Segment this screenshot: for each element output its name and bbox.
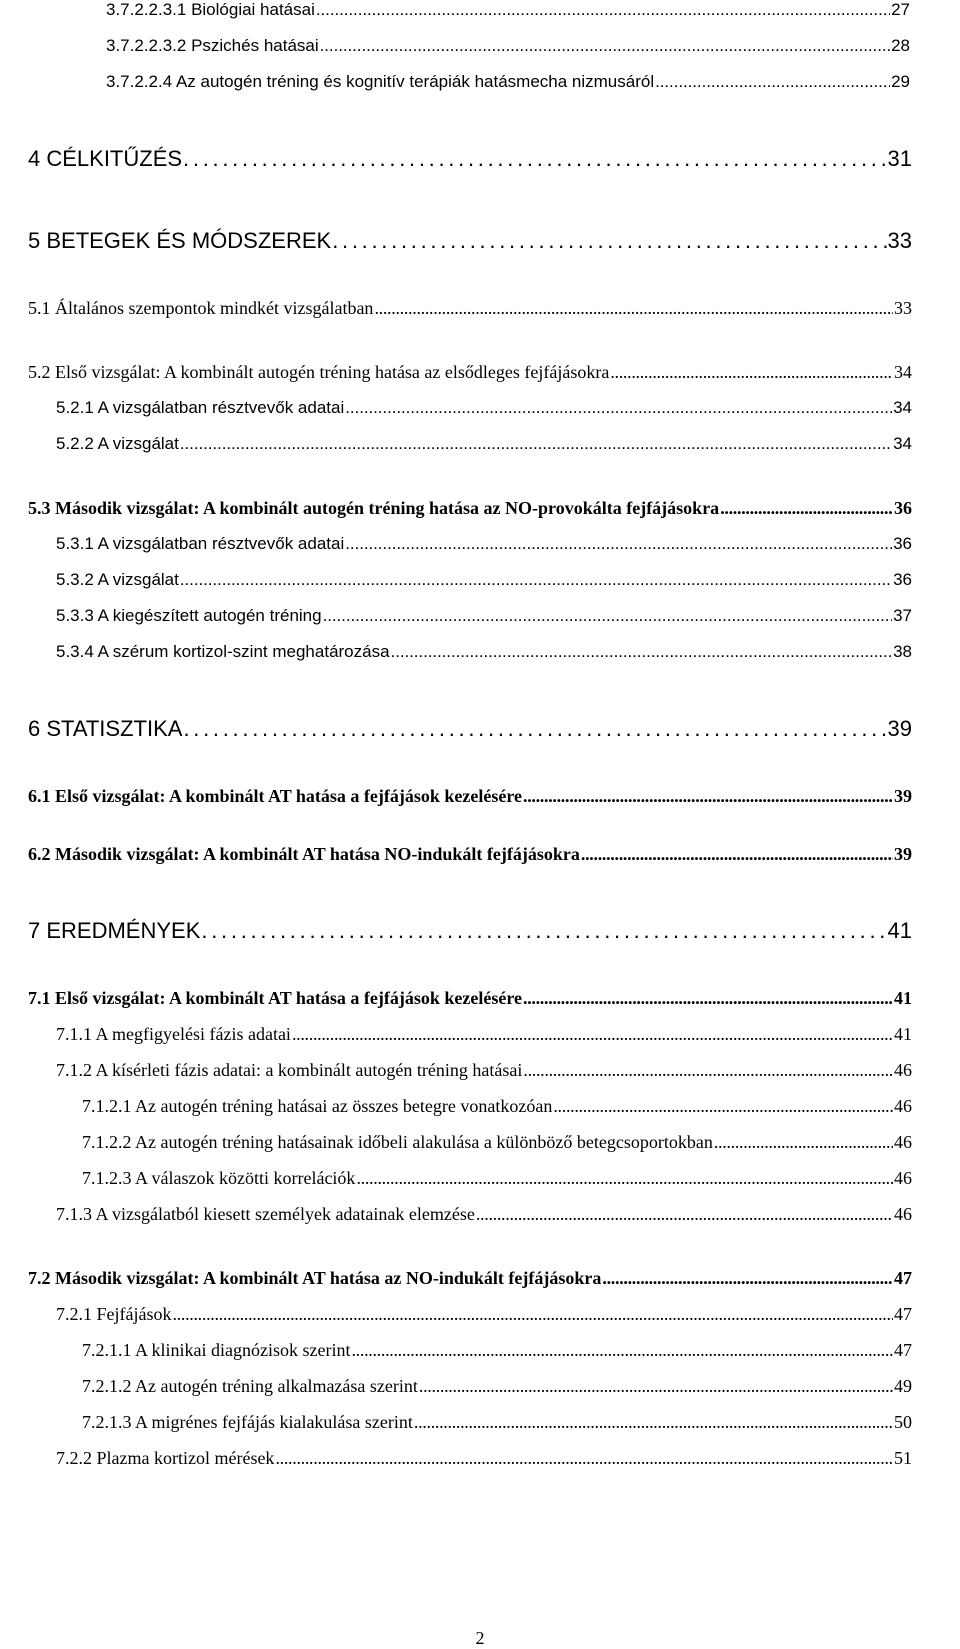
toc-leader	[180, 434, 892, 454]
toc-entry-title: 5 BETEGEK ÉS MÓDSZEREK	[28, 228, 332, 253]
toc-entry[interactable]	[28, 988, 912, 1009]
toc-entry-page: 47	[894, 1340, 912, 1360]
toc-entry[interactable]	[28, 1268, 912, 1289]
toc-leader	[201, 918, 886, 944]
toc-entry-title: 6.2 Második vizsgálat: A kombinált AT hatása NO-indukált fejfájásokra	[28, 844, 580, 864]
toc-entry-page: 46	[894, 1060, 912, 1080]
toc-leader	[356, 1168, 893, 1189]
toc-entry[interactable]	[56, 642, 912, 662]
toc-entry-title: 7.2 Második vizsgálat: A kombinált AT hatása az NO-indukált fejfájásokra	[28, 1268, 602, 1288]
toc-leader	[414, 1412, 893, 1433]
toc-leader	[610, 362, 893, 383]
toc-entry-title: 7.1.1 A megfigyelési fázis adatai	[56, 1024, 291, 1044]
toc-entry[interactable]	[106, 72, 910, 92]
toc-entry-title: 7.2.1.2 Az autogén tréning alkalmazása szerint	[82, 1376, 418, 1396]
toc-entry-title: 5.2.1 A vizsgálatban résztvevők adatai	[56, 398, 345, 417]
toc-entry-page: 38	[893, 642, 912, 661]
toc-leader	[323, 606, 892, 626]
toc-leader	[172, 1304, 893, 1325]
toc-entry-page: 36	[893, 570, 912, 589]
toc-entry-title: 5.1 Általános szempontok mindkét vizsgálatban	[28, 298, 374, 318]
toc-entry-title: 7.1.3 A vizsgálatból kiesett személyek adatainak elemzése	[56, 1204, 475, 1224]
toc-entry[interactable]	[56, 434, 912, 454]
toc-entry-chapter[interactable]	[28, 228, 912, 254]
toc-entry-page: 37	[893, 606, 912, 625]
toc-leader	[275, 1448, 893, 1469]
toc-entry-title: 4 CÉLKITŰZÉS	[28, 146, 183, 171]
toc-entry-chapter[interactable]	[28, 918, 912, 944]
toc-entry-page: 34	[894, 362, 912, 382]
toc-entry[interactable]	[28, 362, 912, 383]
toc-entry[interactable]	[82, 1096, 912, 1117]
toc-entry-title: 3.7.2.2.3.1 Biológiai hatásai	[106, 0, 315, 19]
toc-entry-title: 7 EREDMÉNYEK	[28, 918, 201, 943]
toc-entry-title: 7.1.2.1 Az autogén tréning hatásai az összes betegre vonatkozóan	[82, 1096, 553, 1116]
toc-entry-page: 46	[894, 1096, 912, 1116]
toc-entry-page: 33	[887, 228, 912, 253]
toc-entry-title: 7.2.1.1 A klinikai diagnózisok szerint	[82, 1340, 351, 1360]
toc-entry-page: 39	[887, 716, 912, 741]
toc-entry[interactable]	[106, 0, 910, 20]
toc-entry-title: 3.7.2.2.3.2 Pszichés hatásai	[106, 36, 319, 55]
toc-entry[interactable]	[56, 534, 912, 554]
toc-entry-page: 50	[894, 1412, 912, 1432]
toc-entry-title: 6 STATISZTIKA	[28, 716, 183, 741]
toc-entry-page: 33	[894, 298, 912, 318]
toc-entry-page: 31	[887, 146, 912, 171]
toc-entry-page: 28	[891, 36, 910, 55]
toc-entry-page: 36	[894, 498, 912, 518]
toc-entry-chapter[interactable]	[28, 716, 912, 742]
toc-entry[interactable]	[56, 1448, 912, 1469]
toc-leader	[320, 36, 890, 56]
toc-entry-page: 46	[894, 1204, 912, 1224]
toc-entry-chapter[interactable]	[28, 146, 912, 172]
toc-entry-title: 5.3 Második vizsgálat: A kombinált autogén tréning hatása az NO-provokálta fejfájásokra	[28, 498, 720, 518]
toc-leader	[292, 1024, 893, 1045]
toc-leader	[345, 534, 892, 554]
toc-entry-title: 5.3.3 A kiegészített autogén tréning	[56, 606, 322, 625]
toc-entry[interactable]	[56, 1024, 912, 1045]
toc-entry-title: 5.2.2 A vizsgálat	[56, 434, 179, 453]
toc-entry[interactable]	[56, 570, 912, 590]
toc-leader	[183, 716, 886, 742]
toc-entry-title: 3.7.2.2.4 Az autogén tréning és kognitív terápiák hatásmecha nizmusáról	[106, 72, 655, 91]
toc-leader	[581, 844, 893, 865]
page-number: 2	[475, 1628, 485, 1648]
toc-entry[interactable]	[56, 398, 912, 418]
toc-entry[interactable]	[56, 606, 912, 626]
toc-leader	[523, 786, 893, 807]
toc-entry-page: 46	[894, 1132, 912, 1152]
toc-leader	[602, 1268, 893, 1289]
toc-entry[interactable]	[56, 1204, 912, 1225]
toc-entry-title: 6.1 Első vizsgálat: A kombinált AT hatása a fejfájások kezelésére	[28, 786, 522, 806]
toc-entry-title: 7.1 Első vizsgálat: A kombinált AT hatása a fejfájások kezelésére	[28, 988, 522, 1008]
toc-entry[interactable]	[28, 298, 912, 319]
toc-entry-page: 47	[894, 1268, 912, 1288]
toc-entry[interactable]	[28, 844, 912, 865]
toc-entry-page: 29	[891, 72, 910, 91]
toc-entry-page: 36	[893, 534, 912, 553]
toc-entry[interactable]	[82, 1168, 912, 1189]
toc-entry[interactable]	[56, 1060, 912, 1081]
toc-entry-title: 5.3.1 A vizsgálatban résztvevők adatai	[56, 534, 345, 553]
toc-leader	[714, 1132, 893, 1153]
toc-entry-title: 5.2 Első vizsgálat: A kombinált autogén tréning hatása az elsődleges fejfájásokra	[28, 362, 610, 382]
toc-entry-page: 41	[894, 988, 912, 1008]
toc-entry-page: 49	[894, 1376, 912, 1396]
toc-entry-page: 46	[894, 1168, 912, 1188]
toc-leader	[523, 988, 893, 1009]
toc-entry-title: 7.2.2 Plazma kortizol mérések	[56, 1448, 275, 1468]
toc-entry-title: 7.1.2 A kísérleti fázis adatai: a kombinált autogén tréning hatásai	[56, 1060, 523, 1080]
toc-entry-page: 41	[887, 918, 912, 943]
toc-entry-page: 34	[893, 434, 912, 453]
toc-leader	[332, 228, 886, 254]
toc-entry-page: 41	[894, 1024, 912, 1044]
toc-entry[interactable]	[82, 1132, 912, 1153]
toc-leader	[476, 1204, 893, 1225]
toc-entry-page: 47	[894, 1304, 912, 1324]
toc-entry-page: 39	[894, 786, 912, 806]
toc-leader	[183, 146, 886, 172]
toc-entry[interactable]	[82, 1412, 912, 1433]
toc-leader	[391, 642, 893, 662]
toc-entry-page: 34	[893, 398, 912, 417]
toc-entry[interactable]	[28, 498, 912, 519]
toc-entry[interactable]	[56, 1304, 912, 1325]
toc-entry-title: 7.1.2.3 A válaszok közötti korrelációk	[82, 1168, 356, 1188]
toc-entry-title: 7.2.1 Fejfájások	[56, 1304, 172, 1324]
toc-entry[interactable]	[82, 1376, 912, 1397]
toc-leader	[655, 72, 890, 92]
toc-leader	[345, 398, 892, 418]
toc-entry-title: 7.1.2.2 Az autogén tréning hatásainak időbeli alakulása a különböző betegcsoportokban	[82, 1132, 713, 1152]
toc-entry-page: 51	[894, 1448, 912, 1468]
toc-entry[interactable]	[82, 1340, 912, 1361]
toc-leader	[720, 498, 893, 519]
toc-entry-title: 5.3.4 A szérum kortizol-szint meghatározása	[56, 642, 390, 661]
toc-entry-page: 27	[891, 0, 910, 19]
toc-leader	[523, 1060, 893, 1081]
toc-leader	[374, 298, 893, 319]
toc-leader	[316, 0, 890, 20]
toc-leader	[180, 570, 892, 590]
toc-entry[interactable]	[28, 786, 912, 807]
toc-leader	[351, 1340, 893, 1361]
toc-leader	[553, 1096, 893, 1117]
toc-entry-title: 7.2.1.3 A migrénes fejfájás kialakulása szerint	[82, 1412, 413, 1432]
toc-entry[interactable]	[106, 36, 910, 56]
toc-leader	[419, 1376, 893, 1397]
toc-entry-page: 39	[894, 844, 912, 864]
toc-entry-title: 5.3.2 A vizsgálat	[56, 570, 179, 589]
